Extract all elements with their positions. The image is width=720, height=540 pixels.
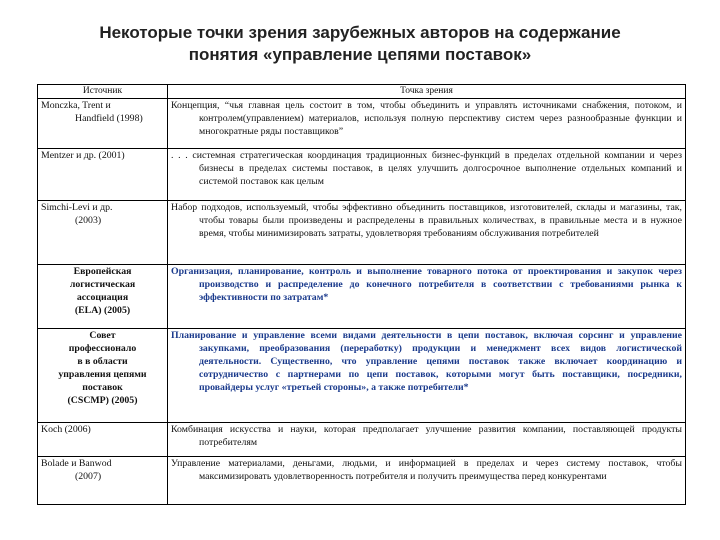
table-row <box>38 423 686 457</box>
title-line-1: Некоторые точки зрения зарубежных авторов на содержание <box>99 23 621 42</box>
source-line: (2007) <box>75 470 102 482</box>
view-text: Комбинация искусства и науки, которая предполагает улучшение развития компании, поставляющей продукты потребителям <box>171 424 682 448</box>
source-cell <box>38 149 168 201</box>
source-line: ассоциация <box>76 291 129 303</box>
table-row <box>38 265 686 329</box>
source-cell <box>38 99 168 149</box>
source-line: Handfield (1998) <box>75 112 143 124</box>
view-cell <box>168 149 686 201</box>
source-line: Европейская <box>73 266 132 277</box>
table-row <box>38 201 686 265</box>
view-cell <box>168 201 686 265</box>
source-line: Simchi-Levi и др. <box>41 202 113 213</box>
view-text: Организация, планирование, контроль и выполнение товарного потока от проектирования и закупок через производство и распределение до конечного потребителя в соответствии с требованиями рынка к эффективности по затратам* <box>171 266 682 303</box>
source-line: Mentzer и др. (2001) <box>41 150 125 161</box>
source-line: управления цепями <box>58 368 147 380</box>
source-line: поставок <box>82 381 123 393</box>
header-source: Источник <box>38 85 168 99</box>
source-line: Bolade и Banwod <box>41 458 112 469</box>
source-line: (2003) <box>75 214 102 226</box>
source-line: в в области <box>77 355 128 367</box>
title-line-2: понятия «управление цепями поставок» <box>188 45 532 64</box>
source-line: Monczka, Trent и <box>41 100 111 111</box>
source-line: (ELA) (2005) <box>74 304 131 316</box>
table-row <box>38 329 686 423</box>
source-cell <box>38 457 168 505</box>
source-cell <box>38 329 168 423</box>
view-cell <box>168 329 686 423</box>
view-text: Управление материалами, деньгами, людьми, и информацией в пределах и через систему поставок, чтобы максимизировать удовлетворенность потребителя и получить преимущества перед конкурентами <box>171 458 682 482</box>
source-line: профессионало <box>68 342 137 354</box>
source-line: Совет <box>89 330 116 341</box>
table-row <box>38 149 686 201</box>
page-title <box>20 22 700 66</box>
source-cell <box>38 423 168 457</box>
table-row <box>38 99 686 149</box>
view-cell <box>168 99 686 149</box>
view-text: Концепция, “чья главная цель состоит в том, чтобы объединить и управлять источниками снабжения, потоком, и контролем(управлением) материалов, используя полную перспективу систем через разнообразные функции и многократные ряды поставщиков” <box>171 100 682 137</box>
view-cell <box>168 423 686 457</box>
source-line: Koch (2006) <box>41 424 91 435</box>
source-cell <box>38 265 168 329</box>
source-line: логистическая <box>69 278 136 290</box>
view-text: . . . системная стратегическая координация традиционных бизнес-функций в пределах отдельной компании и через бизнесы в пределах системы поставок, в целях улучшить долгосрочное выполнение отдельных компаний и системой поставок как целым <box>171 150 682 187</box>
view-cell <box>168 265 686 329</box>
view-cell <box>168 457 686 505</box>
view-text: Набор подходов, используемый, чтобы эффективно объединить поставщиков, изготовителей, склады и магазины, так, чтобы товары были произведены и распределены в правильных количествах, в правильные места и в нужное время, чтобы минимизировать затраты, удовлетворяя требованиям обслуживания потребителей <box>171 202 682 239</box>
table-header-row <box>38 85 686 99</box>
source-line: (CSCMP) (2005) <box>67 394 138 406</box>
view-text: Планирование и управление всеми видами деятельности в цепи поставок, включая сорсинг и управление закупками, преобразования (переработку) продукции и менеджмент всех видов логистической деятельности. Существенно, что управление цепями поставок также включает координацию и сотрудничество с партнерами по цепи поставок, которыми могут быть поставщики, посредники, провайдеры услуг «третьей стороны», а также потребители* <box>171 330 682 393</box>
source-cell <box>38 201 168 265</box>
table-row <box>38 457 686 505</box>
viewpoints-table <box>37 84 686 505</box>
header-view: Точка зрения <box>168 85 686 99</box>
